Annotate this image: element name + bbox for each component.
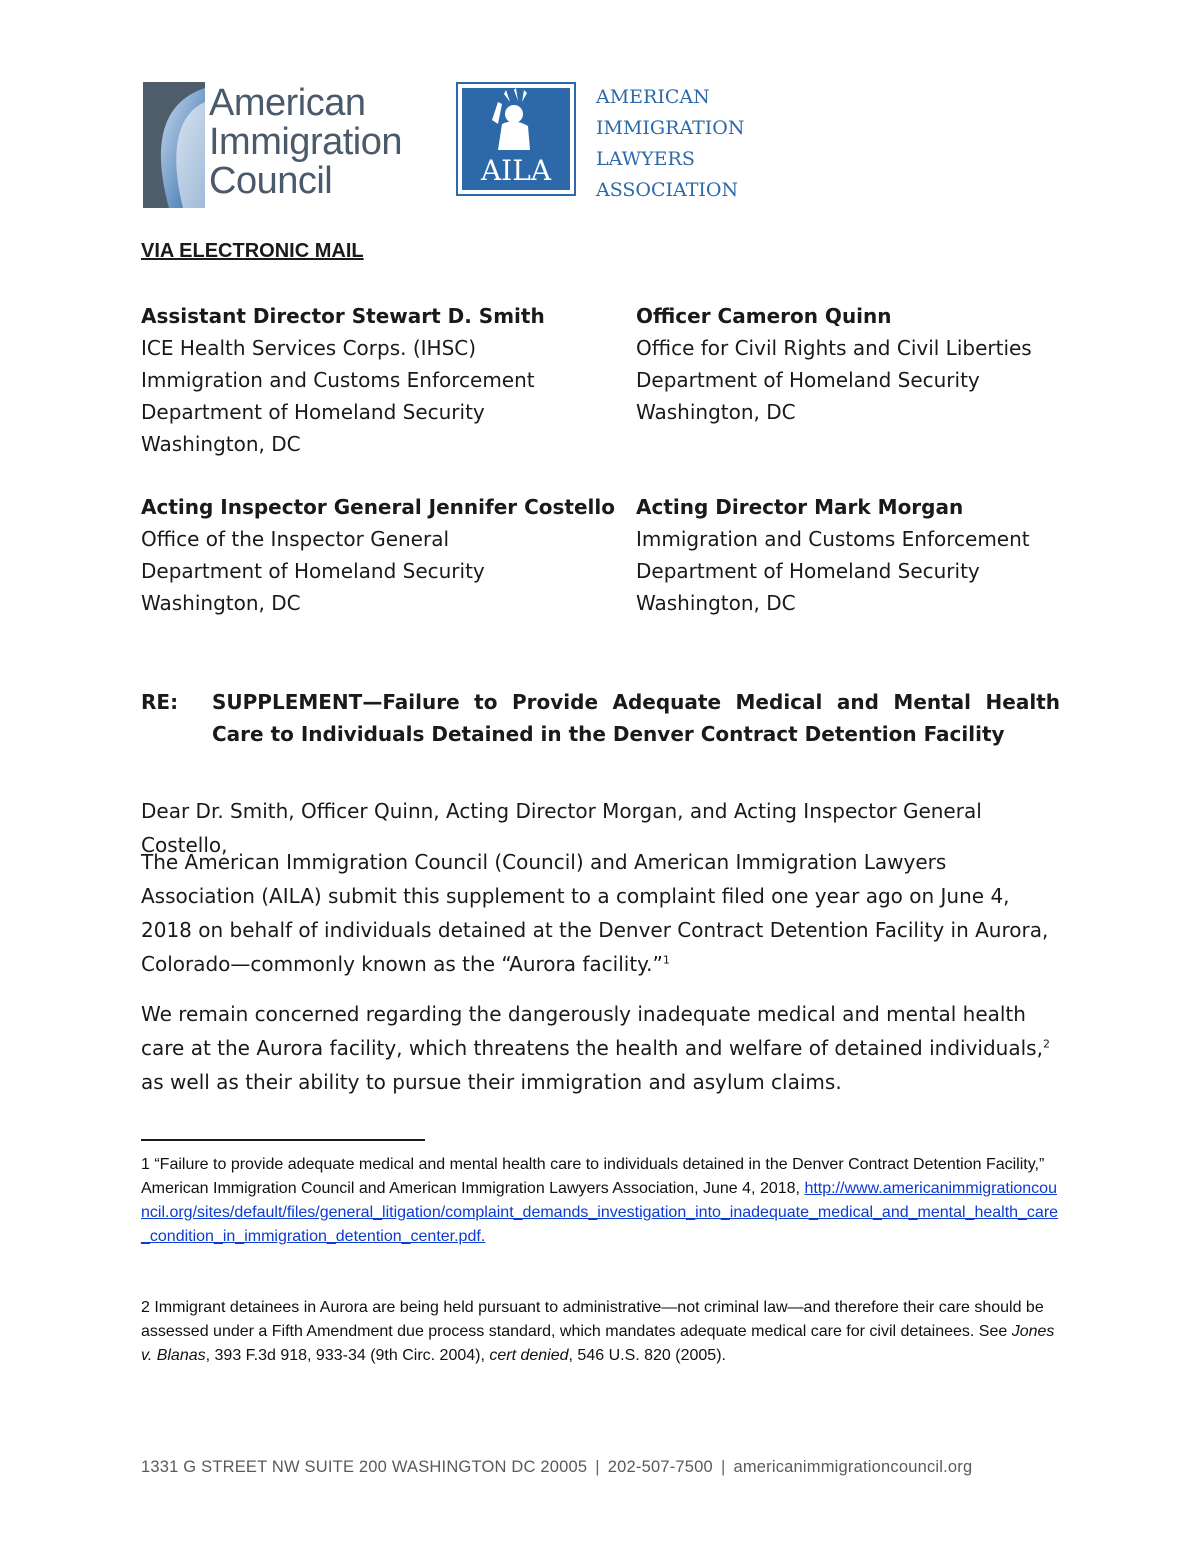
recipient-block-costello: [141, 491, 615, 619]
footer-website[interactable]: americanimmigrationcouncil.org: [733, 1458, 973, 1476]
salutation: Dear Dr. Smith, Officer Quinn, Acting Director Morgan, and Acting Inspector General Costello,: [141, 799, 982, 857]
aila-emblem: [456, 82, 576, 196]
paragraph-text: We remain concerned regarding the dangerously inadequate medical and mental health care at the Aurora facility, which threatens the health and welfare of detained individuals,: [141, 1002, 1043, 1060]
footer-separator: |: [720, 1458, 726, 1476]
page-footer: [141, 1458, 972, 1477]
recipient-line: ICE Health Services Corps. (IHSC): [141, 336, 477, 360]
footnote-1: [141, 1153, 1059, 1249]
recipient-line: Washington, DC: [141, 591, 301, 615]
recipient-line: Office of the Inspector General: [141, 527, 450, 551]
footnote-ref-1[interactable]: 1: [662, 953, 670, 967]
recipient-line: Department of Homeland Security: [636, 559, 980, 583]
cert-status: cert denied: [489, 1347, 569, 1364]
footnote-link[interactable]: http://www.americanimmigrationcouncil.org/sites/default/files/general_litigation/complaint_demands_investigation_into_inadequate_medical_and_mental_health_care_condition_in_immigration_detention_center.pdf.: [141, 1180, 1059, 1245]
recipient-line: Department of Homeland Security: [141, 559, 485, 583]
footer-separator: |: [595, 1458, 600, 1476]
recipient-line: Washington, DC: [141, 432, 301, 456]
recipient-name: Acting Inspector General Jennifer Costello: [141, 495, 616, 519]
recipient-block-quinn: [636, 300, 1032, 428]
recipient-name: Acting Director Mark Morgan: [636, 495, 964, 519]
recipient-line: Department of Homeland Security: [636, 368, 980, 392]
recipient-line: Department of Homeland Security: [141, 400, 485, 424]
footnote-2: [141, 1296, 1059, 1368]
footnote-text: , 546 U.S. 820 (2005).: [568, 1347, 726, 1364]
recipient-name: Officer Cameron Quinn: [636, 304, 892, 328]
footer-address: 1331 G STREET NW SUITE 200 WASHINGTON DC 20005: [141, 1458, 588, 1476]
council-swoosh-icon: [143, 82, 205, 208]
aila-wordmark: AMERICAN IMMIGRATION LAWYERS ASSOCIATION: [596, 86, 745, 201]
re-label: RE:: [141, 690, 179, 714]
paragraph-text: The American Immigration Council (Council) and American Immigration Lawyers Association (AILA) submit this supplement to a complaint filed one year ago on June 4, 2018 on behalf of individuals detained at the Denver Contract Detention Facility in Aurora, Colorado—commonly known as the “Aurora facility.”: [141, 850, 1049, 976]
recipient-line: Washington, DC: [636, 591, 796, 615]
footer-phone: 202-507-7500: [607, 1458, 713, 1476]
recipient-name: Assistant Director Stewart D. Smith: [141, 304, 545, 328]
recipient-block-morgan: [636, 491, 1030, 619]
case-name: Jones v. Blanas: [141, 1323, 1055, 1364]
aila-logo: [456, 82, 756, 200]
subject-line: SUPPLEMENT—Failure to Provide Adequate Medical and Mental Health Care to Individuals Detained in the Denver Contract Detention Facility: [212, 690, 1060, 746]
body-paragraph-1: [141, 845, 1059, 981]
council-wordmark: American Immigration Council: [209, 82, 402, 202]
recipient-line: Immigration and Customs Enforcement: [636, 527, 1030, 551]
footnote-divider: [141, 1139, 425, 1141]
footnote-ref-2[interactable]: 2: [1042, 1037, 1050, 1051]
american-immigration-council-logo: [143, 82, 403, 208]
body-paragraph-2: [141, 997, 1059, 1099]
recipient-line: Office for Civil Rights and Civil Liberties: [636, 336, 1032, 360]
recipient-line: Immigration and Customs Enforcement: [141, 368, 535, 392]
footnote-text: 1 “Failure to provide adequate medical and mental health care to individuals detained in the Denver Contract Detention Facility,” American Immigration Council and American Immigration Lawyers Association, June 4, 2018,: [141, 1156, 1045, 1197]
delivery-method: VIA ELECTRONIC MAIL: [141, 240, 364, 262]
svg-text:AILA: AILA: [480, 154, 552, 187]
recipient-block-smith: [141, 300, 545, 460]
recipient-line: Washington, DC: [636, 400, 796, 424]
footnote-text: , 393 F.3d 918, 933-34 (9th Circ. 2004),: [205, 1347, 490, 1364]
paragraph-text: as well as their ability to pursue their immigration and asylum claims.: [141, 1070, 842, 1094]
statue-of-liberty-icon: [458, 84, 574, 194]
footnote-text: 2 Immigrant detainees in Aurora are being held pursuant to administrative—not criminal law—and therefore their care should be assessed under a Fifth Amendment due process standard, which mandates adequate medical care for civil detainees. See: [141, 1299, 1044, 1340]
